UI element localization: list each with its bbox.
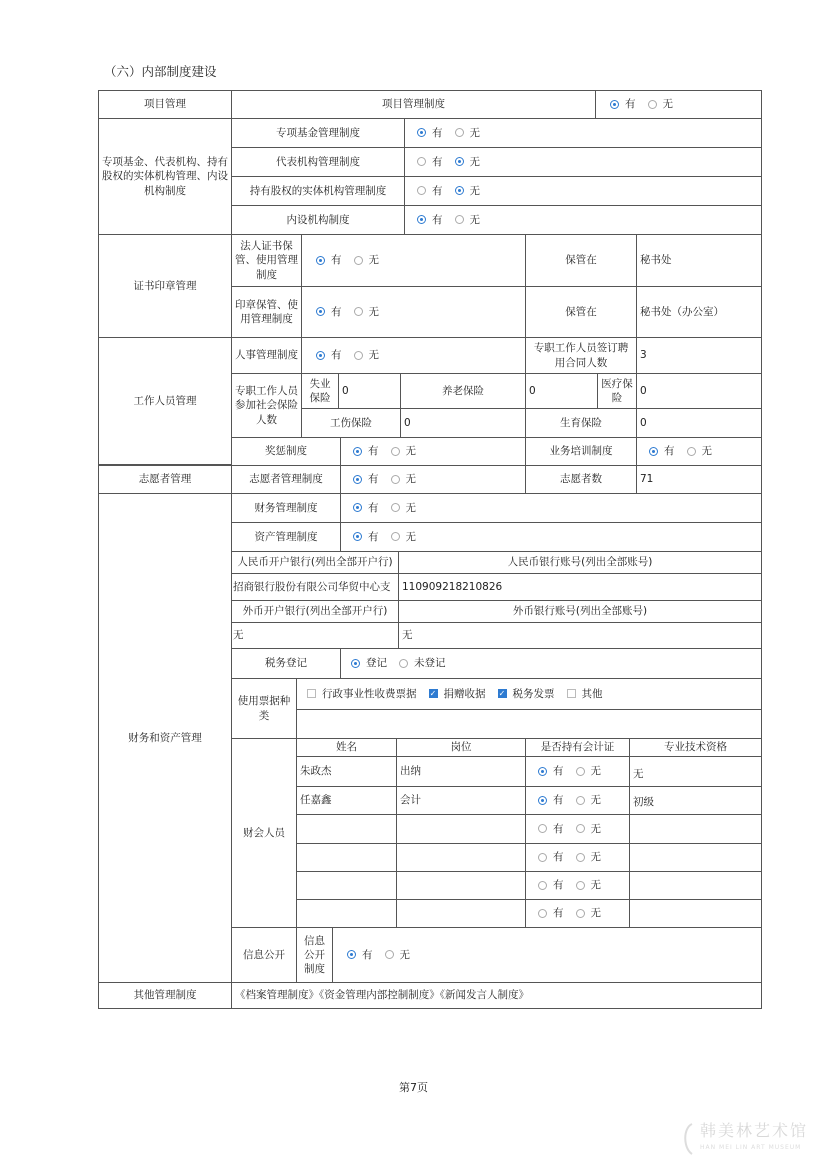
yes-option[interactable]: 有	[417, 126, 443, 140]
col-name-header: 姓名	[296, 738, 397, 757]
no-option[interactable]: 无	[455, 184, 481, 198]
radio-icon[interactable]	[399, 659, 408, 668]
staff-mgmt-label: 工作人员管理	[98, 337, 232, 465]
no-option[interactable]: 无	[576, 822, 602, 836]
seal-kept-label: 保管在	[525, 286, 637, 338]
no-option[interactable]: 无	[576, 878, 602, 892]
radio-selected-icon[interactable]	[455, 157, 464, 166]
special-fund-label: 专项基金管理制度	[231, 118, 405, 148]
table-row-title	[629, 814, 762, 844]
yes-option[interactable]: 有	[538, 793, 564, 807]
table-row-name	[296, 899, 397, 928]
unemployment-value: 0	[338, 373, 401, 409]
unregistered-option[interactable]: 未登记	[399, 656, 446, 670]
personnel-system-options	[301, 337, 526, 374]
radio-icon[interactable]	[391, 475, 400, 484]
yes-option[interactable]: 有	[316, 305, 342, 319]
section-title: （六）内部制度建设	[104, 64, 217, 79]
radio-selected-icon[interactable]	[455, 186, 464, 195]
radio-icon[interactable]	[576, 909, 585, 918]
table-row-post: 会计	[396, 786, 526, 815]
rmb-account-header: 人民币银行账号(列出全部账号)	[398, 551, 762, 574]
legal-cert-label: 法人证书保管、使用管理制度	[231, 234, 302, 287]
contract-count-value: 3	[636, 337, 762, 374]
radio-icon[interactable]	[391, 503, 400, 512]
reward-options	[340, 437, 526, 466]
table-row-title	[629, 899, 762, 928]
receipt-other-input[interactable]	[296, 709, 762, 739]
no-option[interactable]: 无	[391, 530, 417, 544]
no-option[interactable]: 无	[385, 948, 411, 962]
yes-option[interactable]: 有	[347, 948, 373, 962]
radio-icon[interactable]	[538, 909, 547, 918]
volunteer-count-value: 71	[636, 465, 762, 494]
special-fund-options	[404, 118, 762, 148]
no-option[interactable]: 无	[455, 155, 481, 169]
contract-count-label: 专职工作人员签订聘用合同人数	[525, 337, 637, 374]
table-row-name	[296, 814, 397, 844]
fx-account-header: 外币银行账号(列出全部账号)	[398, 600, 762, 623]
pension-value: 0	[525, 373, 598, 409]
no-option[interactable]: 无	[354, 305, 380, 319]
other-systems-label: 其他管理制度	[98, 982, 232, 1009]
other-systems-value: 《档案管理制度》《资金管理内部控制制度》《新闻发言人制度》	[231, 982, 762, 1009]
checkbox-icon[interactable]	[307, 689, 316, 698]
radio-icon[interactable]	[576, 824, 585, 833]
yes-option[interactable]: 有	[353, 444, 379, 458]
radio-selected-icon[interactable]	[610, 100, 619, 109]
rmb-account-value: 110909218210826	[398, 573, 762, 601]
special-group-label: 专项基金、代表机构、持有股权的实体机构管理、内设机构制度	[98, 118, 232, 235]
table-row-post	[396, 871, 526, 900]
rmb-bank-value: 招商银行股份有限公司华贸中心支	[231, 573, 399, 601]
watermark-logo	[680, 1118, 820, 1158]
info-disclosure-system-label: 信息公开制度	[296, 927, 333, 983]
page-number: 第7页	[399, 1081, 428, 1094]
yes-option[interactable]: 有	[538, 906, 564, 920]
volunteer-mgmt-label: 志愿者管理	[98, 465, 232, 494]
volunteer-count-label: 志愿者数	[525, 465, 637, 494]
no-option[interactable]: 无	[576, 850, 602, 864]
maternity-label: 生育保险	[525, 408, 637, 438]
radio-selected-icon[interactable]	[351, 659, 360, 668]
radio-selected-icon[interactable]	[347, 950, 356, 959]
col-cert-header: 是否持有会计证	[525, 738, 630, 757]
info-disclosure-label: 信息公开	[231, 927, 297, 983]
radio-icon[interactable]	[455, 215, 464, 224]
radio-icon[interactable]	[354, 307, 363, 316]
fx-bank-header: 外币开户银行(列出全部开户行)	[231, 600, 399, 623]
receipt-admin-fee-option[interactable]: 行政事业性收费票据	[307, 687, 417, 701]
radio-icon[interactable]	[576, 881, 585, 890]
yes-option[interactable]: 有	[538, 764, 564, 778]
accounting-staff-label: 财会人员	[231, 738, 297, 928]
radio-icon[interactable]	[687, 447, 696, 456]
maternity-value: 0	[636, 408, 762, 438]
yes-option[interactable]: 有	[353, 530, 379, 544]
radio-icon[interactable]	[538, 881, 547, 890]
watermark-icon	[680, 1122, 698, 1156]
table-row-name: 朱政杰	[296, 756, 397, 787]
watermark-text: 韩美林艺术馆	[700, 1121, 809, 1140]
legal-cert-kept-value: 秘书处	[636, 234, 762, 287]
radio-icon[interactable]	[385, 950, 394, 959]
tax-reg-options	[340, 648, 762, 679]
legal-cert-kept-label: 保管在	[525, 234, 637, 287]
yes-option[interactable]: 有	[538, 822, 564, 836]
radio-selected-icon[interactable]	[649, 447, 658, 456]
radio-selected-icon[interactable]	[353, 447, 362, 456]
yes-option[interactable]: 有	[417, 213, 443, 227]
training-label: 业务培训制度	[525, 437, 637, 466]
no-option[interactable]: 无	[576, 793, 602, 807]
table-row-title	[629, 871, 762, 900]
rmb-bank-header: 人民币开户银行(列出全部开户行)	[231, 551, 399, 574]
receipt-other-option[interactable]: 其他	[567, 687, 603, 701]
training-options	[636, 437, 762, 466]
receipt-donation-option[interactable]: ✓ 捐赠收据	[429, 687, 486, 700]
radio-icon[interactable]	[417, 157, 426, 166]
medical-label: 医疗保险	[597, 373, 637, 409]
checkbox-checked-icon[interactable]: ✓	[498, 689, 506, 699]
finance-system-label: 财务管理制度	[231, 493, 341, 523]
radio-selected-icon[interactable]	[316, 256, 325, 265]
reward-label: 奖惩制度	[231, 437, 341, 466]
asset-system-label: 资产管理制度	[231, 522, 341, 552]
volunteer-system-options	[340, 465, 526, 494]
asset-system-options	[340, 522, 762, 552]
no-option[interactable]: 无	[455, 126, 481, 140]
injury-label: 工伤保险	[301, 408, 401, 438]
radio-selected-icon[interactable]	[353, 475, 362, 484]
yes-option[interactable]: 有	[353, 472, 379, 486]
radio-selected-icon[interactable]	[316, 351, 325, 360]
table-row-cert	[525, 899, 630, 928]
table-row-title: 无	[629, 756, 762, 787]
radio-selected-icon[interactable]	[417, 128, 426, 137]
finance-group-label: 财务和资产管理	[98, 493, 232, 983]
radio-selected-icon[interactable]	[316, 307, 325, 316]
radio-icon[interactable]	[354, 351, 363, 360]
yes-option[interactable]: 有	[649, 444, 675, 458]
yes-option[interactable]: 有	[610, 97, 636, 111]
yes-option[interactable]: 有	[353, 501, 379, 515]
receipt-options	[296, 678, 762, 710]
table-row-name	[296, 871, 397, 900]
radio-icon[interactable]	[417, 186, 426, 195]
rep-office-label: 代表机构管理制度	[231, 147, 405, 177]
equity-entity-options	[404, 176, 762, 206]
table-row-post	[396, 814, 526, 844]
yes-option[interactable]: 有	[316, 253, 342, 267]
receipt-types-label: 使用票据种类	[231, 678, 297, 739]
fx-bank-value: 无	[231, 622, 399, 649]
injury-value: 0	[400, 408, 526, 438]
table-row-title	[629, 843, 762, 872]
radio-icon[interactable]	[648, 100, 657, 109]
project-mgmt-options	[595, 90, 762, 119]
yes-option[interactable]: 有	[538, 878, 564, 892]
registered-option[interactable]: 登记	[351, 656, 387, 670]
seal-mgmt-label: 印章保管、使用管理制度	[231, 286, 302, 338]
radio-icon[interactable]	[576, 853, 585, 862]
radio-icon[interactable]	[354, 256, 363, 265]
table-row-post: 出纳	[396, 756, 526, 787]
no-option[interactable]: 无	[391, 444, 417, 458]
volunteer-system-label: 志愿者管理制度	[231, 465, 341, 494]
col-post-header: 岗位	[396, 738, 526, 757]
radio-selected-icon[interactable]	[538, 796, 547, 805]
insurance-label: 专职工作人员参加社会保险人数	[231, 373, 302, 438]
col-title-header: 专业技术资格	[629, 738, 762, 757]
project-mgmt-system-label: 项目管理制度	[231, 90, 596, 119]
radio-icon[interactable]	[576, 767, 585, 776]
pension-label: 养老保险	[400, 373, 526, 409]
no-option[interactable]: 无	[391, 501, 417, 515]
yes-option[interactable]: 有	[417, 155, 443, 169]
table-row-cert	[525, 786, 630, 815]
medical-value: 0	[636, 373, 762, 409]
radio-icon[interactable]	[538, 853, 547, 862]
legal-cert-options	[301, 234, 526, 287]
internal-org-options	[404, 205, 762, 235]
radio-selected-icon[interactable]	[538, 767, 547, 776]
equity-entity-label: 持有股权的实体机构管理制度	[231, 176, 405, 206]
table-row-cert	[525, 871, 630, 900]
table-row-post	[396, 843, 526, 872]
no-option[interactable]: 无	[648, 97, 674, 111]
table-row-cert	[525, 843, 630, 872]
yes-option[interactable]: 有	[316, 348, 342, 362]
table-row-cert	[525, 756, 630, 787]
seal-mgmt-options	[301, 286, 526, 338]
no-option[interactable]: 无	[687, 444, 713, 458]
finance-system-options	[340, 493, 762, 523]
no-option[interactable]: 无	[391, 472, 417, 486]
info-disclosure-options	[332, 927, 762, 983]
watermark-subtext: HAN MEI LIN ART MUSEUM	[700, 1144, 802, 1151]
radio-icon[interactable]	[391, 447, 400, 456]
project-mgmt-label: 项目管理	[98, 90, 232, 119]
radio-selected-icon[interactable]	[353, 532, 362, 541]
internal-org-label: 内设机构制度	[231, 205, 405, 235]
table-row-name: 任嘉鑫	[296, 786, 397, 815]
receipt-tax-invoice-option[interactable]: ✓ 税务发票	[498, 687, 555, 700]
checkbox-checked-icon[interactable]: ✓	[429, 689, 437, 699]
cert-seal-label: 证书印章管理	[98, 234, 232, 338]
no-option[interactable]: 无	[576, 906, 602, 920]
table-row-cert	[525, 814, 630, 844]
no-option[interactable]: 无	[354, 348, 380, 362]
yes-option[interactable]: 有	[538, 850, 564, 864]
unemployment-label: 失业保险	[301, 373, 339, 409]
checkbox-icon[interactable]	[567, 689, 576, 698]
radio-selected-icon[interactable]	[353, 503, 362, 512]
seal-kept-value: 秘书处（办公室）	[636, 286, 762, 338]
personnel-system-label: 人事管理制度	[231, 337, 302, 374]
rep-office-options	[404, 147, 762, 177]
radio-icon[interactable]	[455, 128, 464, 137]
radio-icon[interactable]	[391, 532, 400, 541]
yes-option[interactable]: 有	[417, 184, 443, 198]
radio-icon[interactable]	[538, 824, 547, 833]
table-row-name	[296, 843, 397, 872]
no-option[interactable]: 无	[354, 253, 380, 267]
radio-selected-icon[interactable]	[417, 215, 426, 224]
tax-reg-label: 税务登记	[231, 648, 341, 679]
table-row-title: 初级	[629, 786, 762, 815]
no-option[interactable]: 无	[455, 213, 481, 227]
radio-icon[interactable]	[576, 796, 585, 805]
fx-account-value: 无	[398, 622, 762, 649]
no-option[interactable]: 无	[576, 764, 602, 778]
table-row-post	[396, 899, 526, 928]
